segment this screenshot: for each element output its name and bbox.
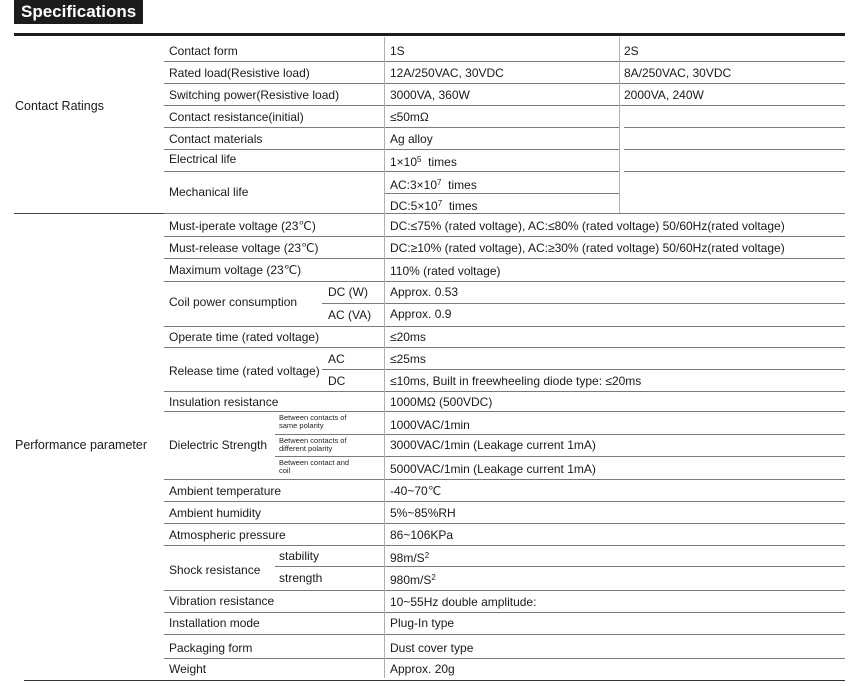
ambient-temp-label: Ambient temperature xyxy=(169,484,282,498)
shock-stability-sub: stability xyxy=(279,549,320,563)
must-operate-value: DC:≤75% (rated voltage), AC:≤80% (rated voltage) 50/60Hz(rated voltage) xyxy=(390,219,785,233)
max-voltage-value: 110% (rated voltage) xyxy=(390,264,501,278)
must-release-value: DC:≥10% (rated voltage), AC:≥30% (rated voltage) 50/60Hz(rated voltage) xyxy=(390,241,785,255)
row-divider xyxy=(164,545,845,546)
dielectric-same-value: 1000VAC/1min xyxy=(390,418,470,432)
row-divider xyxy=(164,523,845,524)
contact-resistance-value: ≤50mΩ xyxy=(390,110,429,124)
must-operate-label: Must-iperate voltage (23℃) xyxy=(169,219,316,233)
switching-power-label: Switching power(Resistive load) xyxy=(169,88,340,102)
installation-value: Plug-In type xyxy=(390,616,455,630)
vibration-value: 10~55Hz double amplitude: xyxy=(390,595,537,609)
bottom-rule xyxy=(24,680,845,681)
row-divider xyxy=(164,347,845,348)
row-divider xyxy=(624,171,845,172)
row-divider xyxy=(164,213,845,214)
contact-resistance-label: Contact resistance(initial) xyxy=(169,110,304,124)
rated-load-label: Rated load(Resistive load) xyxy=(169,66,310,80)
header-rule xyxy=(14,33,845,36)
row-divider xyxy=(164,61,845,62)
weight-value: Approx. 20g xyxy=(390,662,455,676)
insulation-value: 1000MΩ (500VDC) xyxy=(390,395,493,409)
row-divider xyxy=(322,303,845,304)
electrical-life-label: Electrical life xyxy=(169,152,237,166)
mechanical-life-dc: $DC:5\times 10^7$ times xyxy=(390,199,478,213)
dielectric-diff-sub: Between contacts of different polarity xyxy=(279,436,347,453)
ambient-humidity-value: 5%~85%RH xyxy=(390,506,456,520)
release-time-dc-value: ≤10ms, Built in freewheeling diode type: ≤20ms xyxy=(390,374,642,388)
shock-strength-sub: strength xyxy=(279,571,323,585)
row-divider xyxy=(164,612,845,613)
row-divider xyxy=(164,258,845,259)
vibration-label: Vibration resistance xyxy=(169,594,275,608)
electrical-life-value: $1\times 10^5$ times xyxy=(390,155,457,169)
packaging-label: Packaging form xyxy=(169,641,253,655)
row-divider xyxy=(164,501,845,502)
row-divider xyxy=(164,83,845,84)
mechanical-life-ac: $AC:3\times 10^7$ times xyxy=(390,178,477,192)
coil-power-label: Coil power consumption xyxy=(169,295,298,309)
value-column-divider xyxy=(384,37,385,678)
row-divider xyxy=(624,149,845,150)
row-divider xyxy=(164,411,845,412)
row-divider xyxy=(164,326,845,327)
shock-label: Shock resistance xyxy=(169,563,261,577)
switching-power-1s: 3000VA, 360W xyxy=(390,88,470,102)
max-voltage-label: Maximum voltage (23℃) xyxy=(169,263,302,277)
mechanical-life-label: Mechanical life xyxy=(169,185,249,199)
row-divider xyxy=(164,127,619,128)
row-divider xyxy=(164,658,845,659)
weight-label: Weight xyxy=(169,662,207,676)
row-divider xyxy=(164,171,619,172)
section-performance: Performance parameter xyxy=(15,438,148,452)
shock-stability-value: $98m/S^2$ xyxy=(390,551,430,565)
row-divider xyxy=(164,281,845,282)
page-title: Specifications xyxy=(14,0,143,24)
dielectric-label: Dielectric Strength xyxy=(169,438,268,452)
contact-materials-value: Ag alloy xyxy=(390,132,433,146)
row-divider xyxy=(164,634,845,635)
release-time-ac-sub: AC xyxy=(328,352,345,366)
insulation-label: Insulation resistance xyxy=(169,395,279,409)
ambient-humidity-label: Ambient humidity xyxy=(169,506,262,520)
shock-strength-value: $980m/S^2$ xyxy=(390,573,436,587)
operate-time-label: Operate time (rated voltage) xyxy=(169,330,320,344)
row-divider xyxy=(624,127,845,128)
switching-power-2s: 2000VA, 240W xyxy=(624,88,704,102)
section-contact-ratings: Contact Ratings xyxy=(15,99,104,113)
dielectric-coil-sub: Between contact and coil xyxy=(279,458,350,475)
contact-materials-label: Contact materials xyxy=(169,132,263,146)
coil-power-dc-sub: DC (W) xyxy=(328,285,368,299)
contact-form-label: Contact form xyxy=(169,44,238,58)
rated-load-2s: 8A/250VAC, 30VDC xyxy=(624,66,732,80)
row-divider xyxy=(164,236,845,237)
row-divider xyxy=(164,391,845,392)
row-divider xyxy=(322,369,845,370)
spec-header xyxy=(0,0,855,36)
row-divider xyxy=(275,566,845,567)
release-time-label: Release time (rated voltage) xyxy=(169,364,320,378)
coil-power-ac-sub: AC (VA) xyxy=(328,308,372,322)
row-divider xyxy=(275,456,845,457)
row-divider xyxy=(385,193,619,194)
row-divider xyxy=(164,149,619,150)
packaging-value: Dust cover type xyxy=(390,641,474,655)
operate-time-value: ≤20ms xyxy=(390,330,426,344)
section-divider xyxy=(14,213,164,214)
dielectric-diff-value: 3000VAC/1min (Leakage current 1mA) xyxy=(390,438,596,452)
rated-load-1s: 12A/250VAC, 30VDC xyxy=(390,66,504,80)
release-time-dc-sub: DC xyxy=(328,374,346,388)
row-divider xyxy=(164,105,845,106)
ambient-temp-value: -40~70℃ xyxy=(390,484,442,498)
coil-power-ac-value: Approx. 0.9 xyxy=(390,307,452,321)
release-time-ac-value: ≤25ms xyxy=(390,352,426,366)
contact-form-2s: 2S xyxy=(624,44,639,58)
atmospheric-label: Atmospheric pressure xyxy=(169,528,286,542)
row-divider xyxy=(164,479,845,480)
coil-power-dc-value: Approx. 0.53 xyxy=(390,285,459,299)
second-column-divider xyxy=(619,37,620,213)
dielectric-coil-value: 5000VAC/1min (Leakage current 1mA) xyxy=(390,462,596,476)
row-divider xyxy=(164,590,845,591)
contact-form-1s: 1S xyxy=(390,44,405,58)
row-divider xyxy=(275,434,845,435)
installation-label: Installation mode xyxy=(169,616,260,630)
atmospheric-value: 86~106KPa xyxy=(390,528,454,542)
must-release-label: Must-release voltage (23℃) xyxy=(169,241,319,255)
dielectric-same-sub: Between contacts of same polarity xyxy=(279,413,347,430)
